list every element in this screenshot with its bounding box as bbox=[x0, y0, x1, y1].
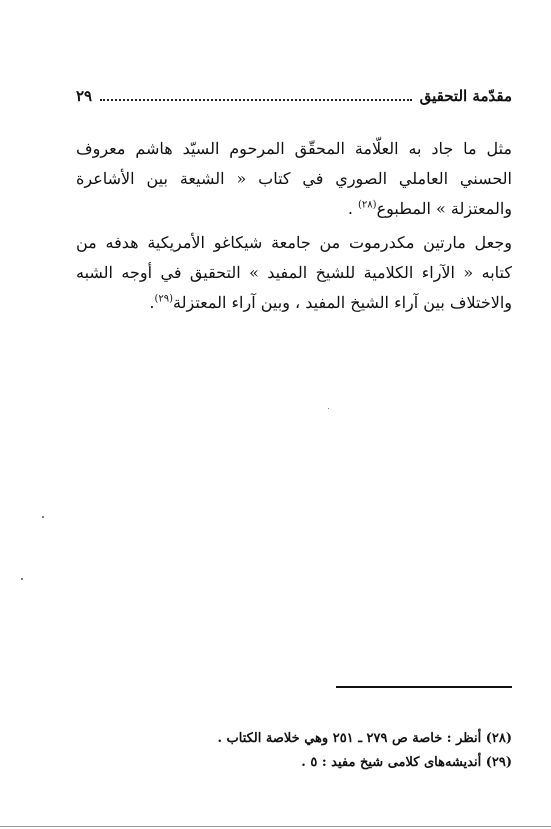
footnotes-block bbox=[76, 727, 512, 775]
header-dot-leader bbox=[100, 91, 412, 101]
paragraph-2-tail: . bbox=[149, 293, 155, 312]
scan-speck bbox=[328, 408, 329, 409]
page-number: ٢٩ bbox=[76, 87, 93, 105]
body-paragraph-1 bbox=[76, 134, 512, 224]
scan-speck bbox=[21, 578, 23, 580]
body-paragraph-2 bbox=[76, 228, 512, 318]
footnote-28: (٢٨) أنظر : خاصة ص ٢٧٩ ـ ٢٥١ وهي خلاصة الكتاب . bbox=[217, 731, 512, 746]
footnote-29: (٢٩) أنديشه‌هاى كلامى شيخ مفيد : ٥ . bbox=[301, 755, 512, 770]
running-header bbox=[76, 85, 512, 107]
footnote-ref-28: (٢٨) bbox=[358, 199, 377, 211]
page-bottom-edge bbox=[0, 826, 551, 827]
paragraph-2-text: وجعل مارتين مكدرموت من جامعة شيكاغو الأمريكية هدفه من كتابه « الآراء الكلامية للشيخ المفيد » التحقيق في أوجه الشبه والاختلاف بين آراء الشيخ المفيد ، وبين آراء المعتزلة bbox=[76, 233, 512, 312]
footnote-separator bbox=[336, 686, 512, 688]
scan-speck bbox=[42, 516, 44, 518]
paragraph-1-text: مثل ما جاد به العلّامة المحقّق المرحوم السيّد هاشم معروف الحسني العاملي الصوري في كتاب « الشيعة بين الأشاعرة والمعتزلة » المطبوع bbox=[76, 139, 512, 218]
footnote-ref-29: (٢٩) bbox=[154, 293, 174, 305]
paragraph-1-tail: . bbox=[347, 199, 359, 218]
header-title: مقدّمة التحقيق bbox=[419, 87, 512, 105]
